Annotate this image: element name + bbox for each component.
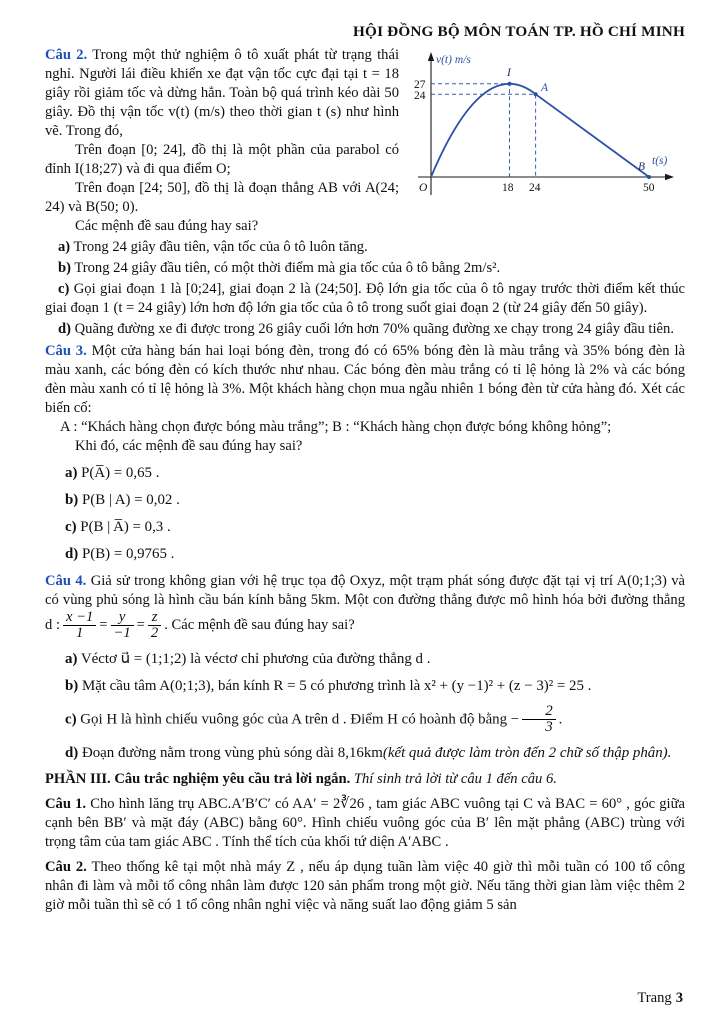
q2-item-c-text: Gọi giai đoạn 1 là [0;24], giai đoạn 2 là (24;50]. Độ lớn gia tốc của ô tô ngay trước thời điểm kết thúc giai đoạn 1 (t = 24 giây) lớn hơn độ lớn gia tốc của ô tô trong suốt giai đoạn 2 (từ 24 giây đến 50 giây). xyxy=(45,281,685,316)
graph-point-A-label: A xyxy=(541,82,549,94)
q2-item-b xyxy=(45,259,685,278)
y-axis-arrow-icon xyxy=(428,52,434,61)
q2-item-a-text: Trong 24 giây đầu tiên, vận tốc của ô tô luôn tăng. xyxy=(70,239,368,255)
part-3-heading xyxy=(45,770,685,789)
velocity-graph-svg xyxy=(407,48,685,200)
q4-item-c xyxy=(45,704,685,736)
q4-label: Câu 4. xyxy=(45,573,87,589)
q2-item-d xyxy=(45,320,685,339)
q3-item-b-label: b) xyxy=(65,492,79,508)
q2-label: Câu 2. xyxy=(45,47,88,63)
page-header: HỘI ĐỒNG BỘ MÔN TOÁN TP. HỒ CHÍ MINH xyxy=(353,23,685,40)
fraction-numerator: x −1 xyxy=(63,610,96,626)
q3-item-b xyxy=(45,491,685,510)
q3-item-b-text: P(B | A) = 0,02 . xyxy=(78,492,180,508)
q3-label: Câu 3. xyxy=(45,343,87,359)
part3-question-1 xyxy=(45,795,685,852)
q3-events: A : “Khách hàng chọn được bóng màu trắng”; B : “Khách hàng chọn được bóng không hỏng”; xyxy=(60,419,612,435)
footer-page-number: 3 xyxy=(675,990,683,1006)
fraction-denominator: 3 xyxy=(545,719,553,736)
fraction-denominator: −1 xyxy=(113,625,131,642)
q4-item-a-label: a) xyxy=(65,650,78,667)
part3-q2-text: Theo thống kê tại một nhà máy Z , nếu áp dụng tuần làm việc 40 giờ thì mỗi tuần có 100 tổ công nhân đi làm và mỗi tổ công nhân làm được 120 sản phẩm trong một giờ. Nếu tăng thời gian làm việc thêm 2 giờ mỗi tuần thì sẽ có 1 tổ công nhân nghỉ việc và năng suất lao động giảm 5 sản xyxy=(45,858,686,913)
graph-ytick-27: 27 xyxy=(414,79,426,91)
q4-item-d-text: Đoạn đường nằm trong vùng phủ sóng dài 8,16km xyxy=(78,744,383,761)
q3-intro xyxy=(45,342,685,418)
q4-item-d-label: d) xyxy=(65,744,79,761)
q3-item-c-label: c) xyxy=(65,519,77,535)
x-axis-arrow-icon xyxy=(665,174,674,180)
graph-ytick-24: 24 xyxy=(414,90,426,102)
q2-item-c xyxy=(45,280,685,318)
q4-item-c-fraction xyxy=(522,704,555,736)
q2-item-b-label: b) xyxy=(58,260,71,276)
page-footer xyxy=(637,989,683,1008)
q3-item-d-text: P(B) = 0,9765 . xyxy=(78,546,175,562)
graph-dashed-guides xyxy=(431,84,536,177)
q2-item-d-label: d) xyxy=(58,321,71,337)
q2-bullet-1: Trên đoạn [0; 24], đồ thị là một phần của parabol có đỉnh I(18;27) và đi qua điểm O; xyxy=(45,142,399,177)
q2-bullet-2: Trên đoạn [24; 50], đồ thị là đoạn thẳng AB với A(24; 24) và B(50; 0). xyxy=(45,180,399,215)
q4-item-b-text: Mặt cầu tâm A(0;1;3), bán kính R = 5 có phương trình là x² + (y −1)² + (z − 3)² = 25 . xyxy=(78,677,592,694)
q2-question: Các mệnh đề sau đúng hay sai? xyxy=(75,218,259,234)
fraction-numerator: y xyxy=(111,610,134,626)
q4-item-b xyxy=(45,677,685,696)
q3-item-c-text: P(B | A̅) = 0,3 . xyxy=(76,519,171,535)
velocity-time-graph xyxy=(407,48,685,200)
graph-point-B-label: B xyxy=(638,161,646,173)
part3-q1-label: Câu 1. xyxy=(45,795,87,812)
fraction-numerator: 2 xyxy=(522,704,555,721)
graph-xtick-50: 50 xyxy=(643,182,655,194)
q4-item-c-text: Gọi H là hình chiếu vuông góc của A trên d . Điểm H có hoành độ bằng − xyxy=(76,711,520,728)
q4-item-b-label: b) xyxy=(65,677,79,694)
graph-origin-label: O xyxy=(419,182,428,194)
fraction-numerator: z xyxy=(148,610,161,626)
part-3-section xyxy=(45,770,685,915)
q2-item-a-label: a) xyxy=(58,239,71,255)
q3-item-c xyxy=(45,518,685,537)
q3-question: Khi đó, các mệnh đề sau đúng hay sai? xyxy=(75,438,303,454)
part3-q1-text: Cho hình lăng trụ ABC.A′B′C′ có AA′ = 2∛26 , tam giác ABC vuông tại C và BAC = 60° , góc giữa cạnh bên BB′ và mặt đáy (ABC) bằng 60°. Hình chiếu vuông góc của B′ lên mặt phẳng (ABC) trùng với trọng tâm của tam giác ABC . Tính thể tích của khối tứ diện A′ABC . xyxy=(45,795,685,850)
q4-item-c-post: . xyxy=(558,711,563,728)
question-2-section xyxy=(45,46,685,339)
question-4-section xyxy=(45,572,685,763)
q4-equals-2: = xyxy=(136,617,145,634)
q3-item-d xyxy=(45,545,685,564)
q4-fraction-2 xyxy=(111,610,134,642)
footer-label: Trang xyxy=(637,990,672,1006)
q2-item-d-text: Quãng đường xe đi được trong 26 giây cuối lớn hơn 70% quãng đường xe chạy trong 24 giây đầu tiên. xyxy=(70,321,674,337)
q4-item-d-note: (kết quả được làm tròn đến 2 chữ số thập phân). xyxy=(382,744,672,761)
graph-xtick-24: 24 xyxy=(529,182,541,194)
q4-intro-text-1: Giả sử trong không gian với hệ trục tọa độ Oxyz, một trạm phát sóng được đặt tại vị trí A(0;1;3) và có vùng phủ sóng là hình cầu bán kính bằng 5km. Một con đường thẳng được mô hình hóa bởi đường thẳng d : xyxy=(45,573,686,634)
q3-intro-text: Một cửa hàng bán hai loại bóng đèn, trong đó có 65% bóng đèn là màu trắng và 35% bóng đèn là màu xanh, các bóng đèn có kích thước như nhau. Các bóng đèn màu trắng có tỉ lệ hỏng là 2% và các bóng đèn màu xanh có tỉ lệ hỏng là 3%. Một khách hàng chọn mua ngẫu nhiên 1 bóng đèn từ cửa hàng đó. Xét các biến cố: xyxy=(45,343,685,416)
q3-item-d-label: d) xyxy=(65,546,79,562)
graph-point-I-label: I xyxy=(507,67,511,79)
graph-x-axis-label: t(s) xyxy=(652,155,668,167)
q4-intro-text-2: . Các mệnh đề sau đúng hay sai? xyxy=(164,617,355,634)
q4-fraction-3 xyxy=(148,610,161,642)
fraction-denominator: 2 xyxy=(150,625,159,642)
q4-item-a-text: Véctơ u⃗ = (1;1;2) là véctơ chỉ phương của đường thẳng d . xyxy=(77,650,431,667)
q4-intro xyxy=(45,572,685,642)
q3-item-a-text: P(A̅) = 0,65 . xyxy=(77,465,160,481)
q4-item-c-label: c) xyxy=(65,711,77,728)
part3-q2-label: Câu 2. xyxy=(45,858,87,875)
q4-item-a xyxy=(45,650,685,669)
q2-item-a xyxy=(45,238,685,257)
part-3-heading-bold: PHẦN III. Câu trắc nghiệm yêu cầu trả lời ngắn. xyxy=(45,770,351,787)
q4-item-d xyxy=(45,744,685,763)
part-3-heading-italic: Thí sinh trả lời từ câu 1 đến câu 6. xyxy=(350,770,557,787)
q4-equals-1: = xyxy=(99,617,108,634)
q3-item-a xyxy=(45,464,685,483)
q4-fraction-1 xyxy=(63,610,96,642)
graph-xtick-18: 18 xyxy=(502,182,514,194)
part3-question-2 xyxy=(45,858,685,915)
q2-intro-text: Trong một thử nghiệm ô tô xuất phát từ trạng thái nghỉ. Người lái điều khiển xe đạt vận tốc cực đại tại t = 18 giây rồi giảm tốc và dừng hẳn. Toàn bộ quá trình kéo dài 50 giây. Đồ thị vận tốc v(t) (m/s) theo thời gian t (s) như hình vẽ. Trong đó, xyxy=(45,47,400,139)
q3-item-a-label: a) xyxy=(65,465,78,481)
q2-item-c-label: c) xyxy=(58,281,70,297)
graph-y-axis-label: v(t) m/s xyxy=(436,54,471,66)
graph-curve xyxy=(431,84,649,177)
question-3-section xyxy=(45,342,685,564)
fraction-denominator: 1 xyxy=(75,625,84,642)
q2-item-b-text: Trong 24 giây đầu tiên, có một thời điểm mà gia tốc của ô tô bằng 2m/s². xyxy=(70,260,501,276)
graph-points xyxy=(508,82,652,179)
